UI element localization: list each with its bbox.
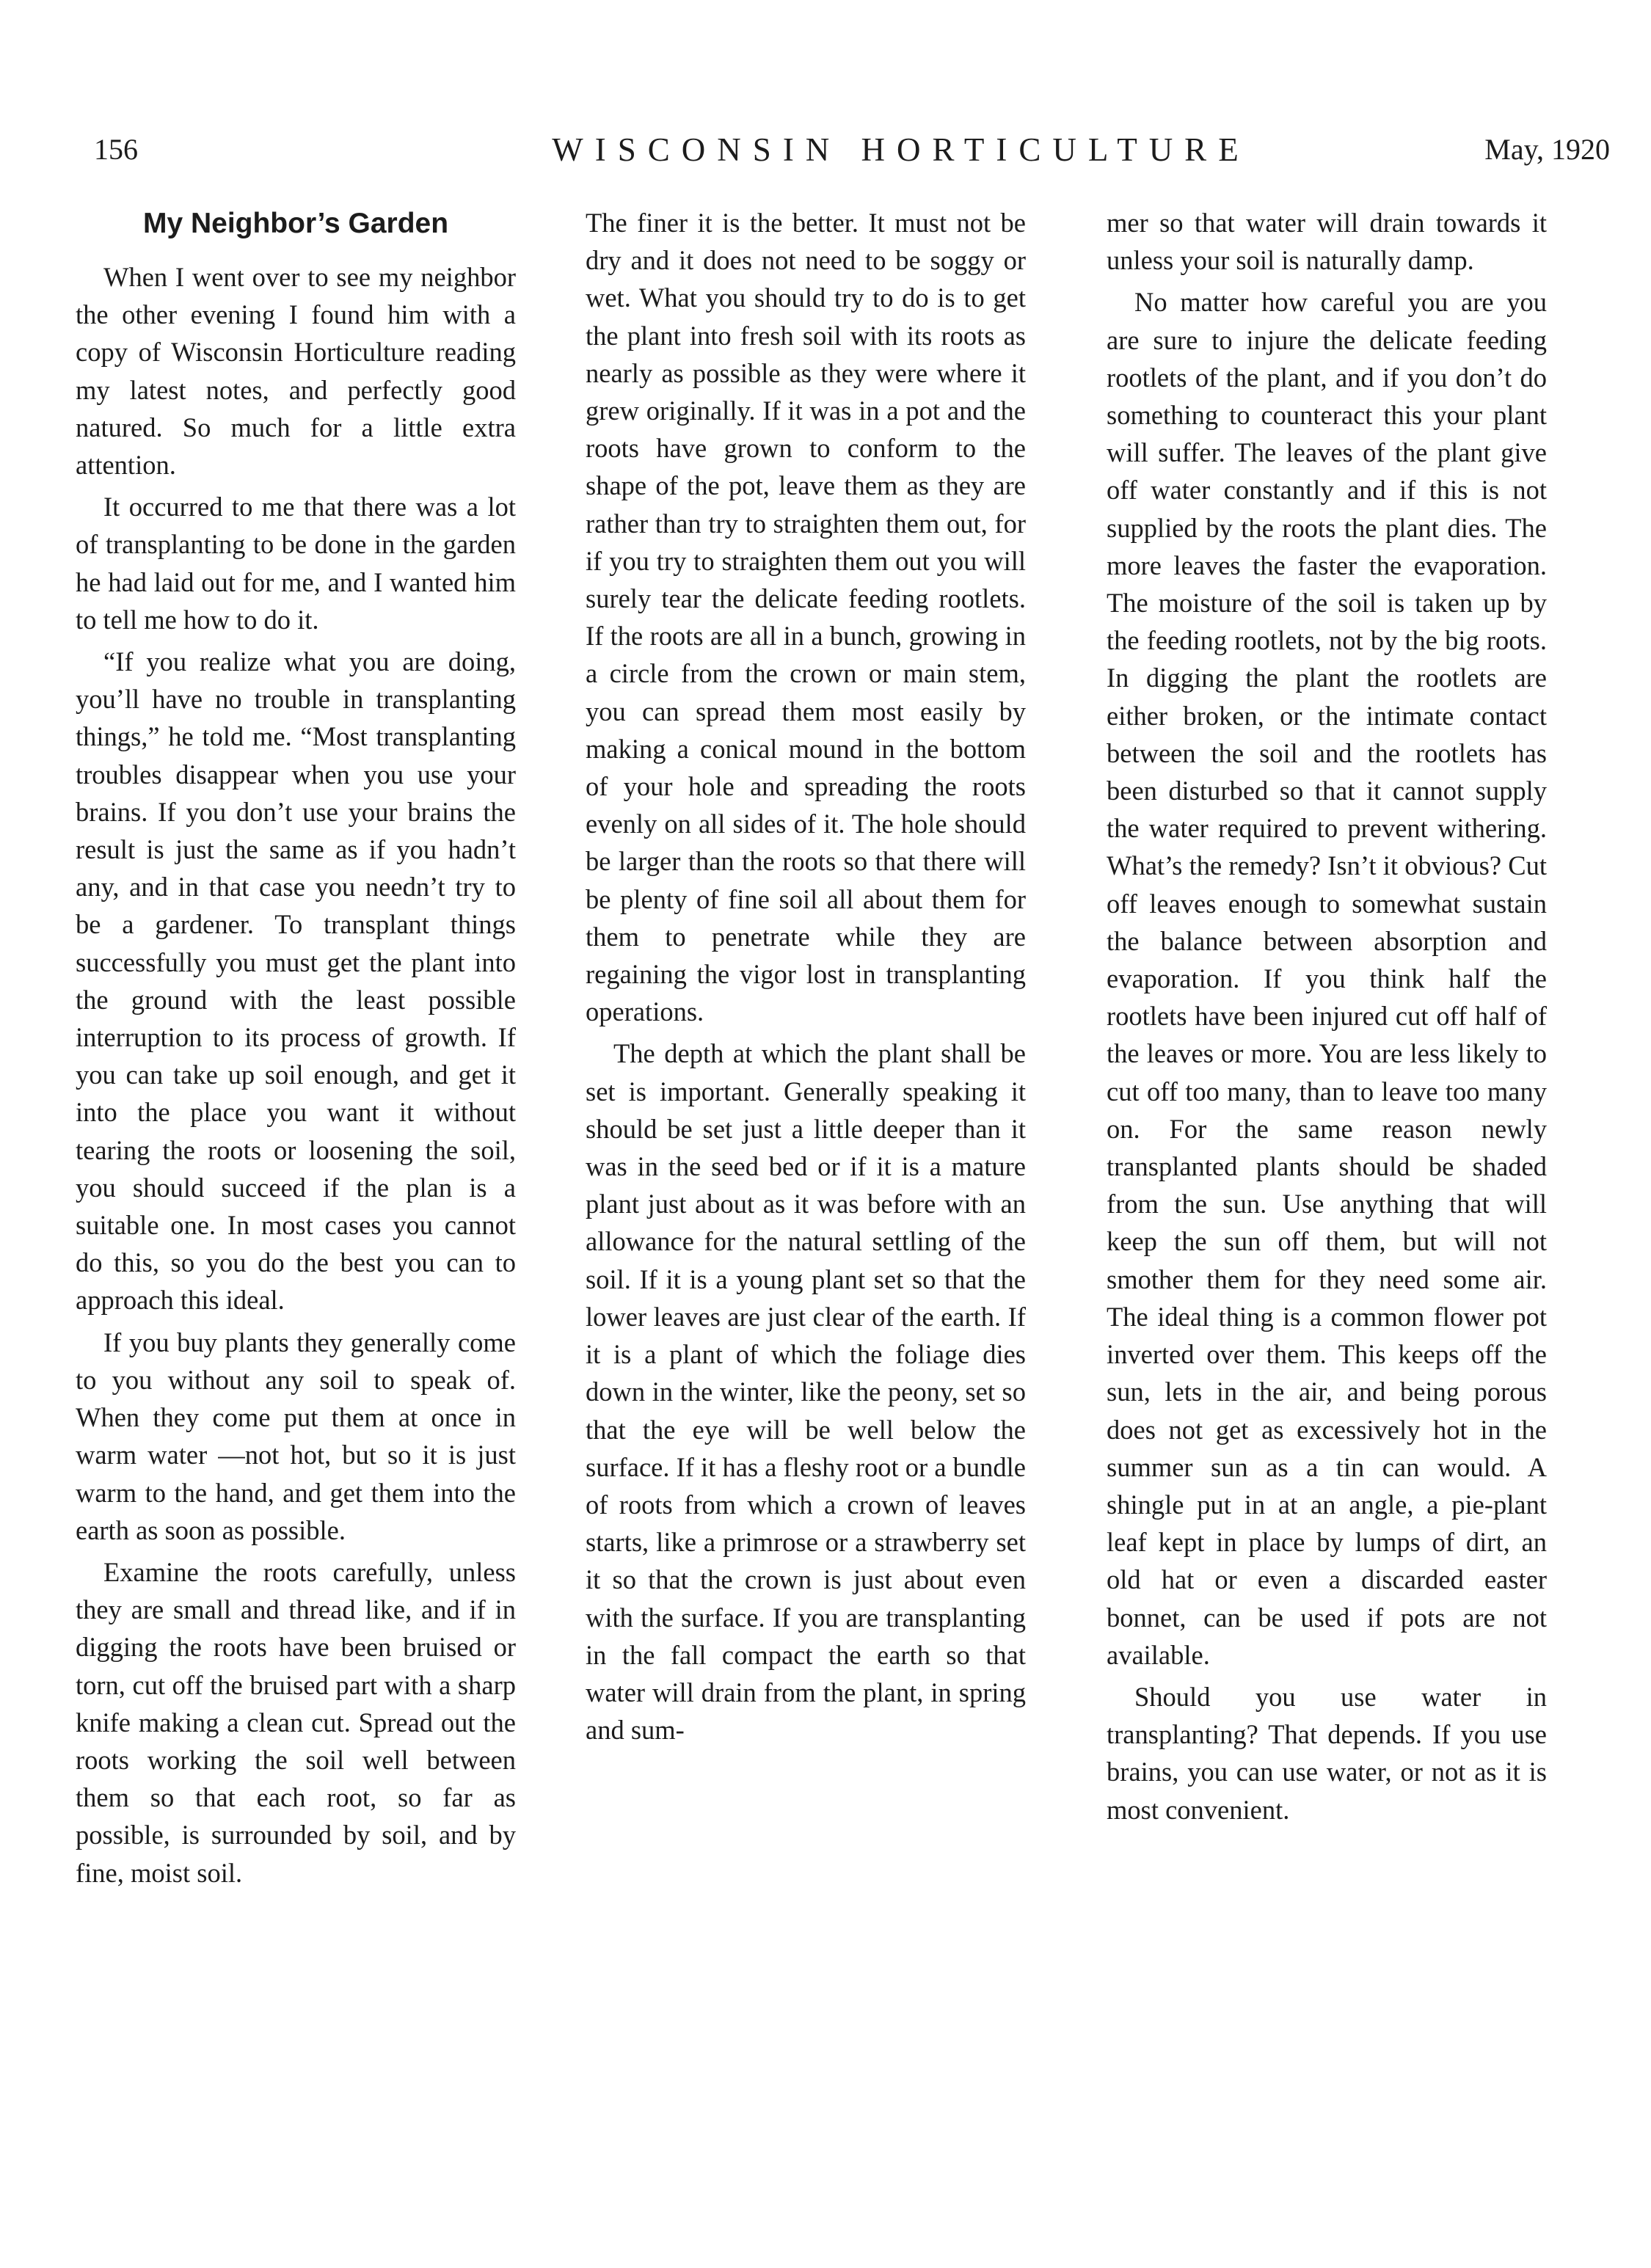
column-3 <box>1107 204 1547 1833</box>
paragraph: “If you realize what you are doing, you’ll have no trouble in transplanting things,” he told me. “Most transplanting troubles disappear when you use your brains. If you don’t use your brains the result is just the same as if you hadn’t any, and in that case you needn’t try to be a gardener. To transplant things successfully you must get the plant into the ground with the least possible interruption to its process of growth. If you can take up soil enough, and get it into the place you want it without tearing the roots or loosening the soil, you should succeed if the plan is a suitable one. In most cases you cannot do this, so you do the best you can to approach this ideal. <box>76 646 516 1316</box>
paragraph: Should you use water in transplanting? That depends. If you use brains, you can use water, or not as it is most convenient. <box>1107 1681 1547 1825</box>
paragraph: The depth at which the plant shall be set is important. Generally speaking it should be set just a little deeper than it was in the seed bed or if it is a mature plant just about as it was before with an allowance for the natural settling of the soil. If it is a young plant set so that the lower leaves are just clear of the earth. If it is a plant of which the foliage dies down in the winter, like the peony, set so that the eye will be well below the surface. If it has a fleshy root or a bundle of roots from which a crown of leaves starts, like a primrose or a strawberry set it so that the crown is just about even with the surface. If you are transplanting in the fall compact the earth so that water will drain from the plant, in spring and sum- <box>586 1038 1027 1746</box>
page-header <box>94 128 1610 172</box>
column-1 <box>76 204 516 1896</box>
paragraph: No matter how careful you are you are sure to injure the delicate feeding rootlets of the plant, and if you don’t do something to counteract this your plant will suffer. The leaves of the plant give off water constantly and if this is not supplied by the roots the plant dies. The more leaves the faster the evaporation. The moisture of the soil is taken up by the feeding rootlets, not by the big roots. In digging the plant the rootlets are either broken, or the intimate contact between the soil and the rootlets has been disturbed so that it cannot supply the water required to prevent withering. What’s the remedy? Isn’t it obvious? Cut off leaves enough to somewhat sustain the balance between absorption and evaporation. If you think half the rootlets have been injured cut off half of the leaves or more. You are less likely to cut off too many, than to leave too many on. For the same reason newly transplanted plants should be shaded from the sun. Use anything that will keep the sun off them, but will not smother them for they need some air. The ideal thing is a common flower pot inverted over them. This keeps off the sun, lets in the air, and being porous does not get as excessively hot in the summer sun as a tin can would. A shingle put in at an angle, a pie-plant leaf kept in place by lumps of dirt, an old hat or even a discarded easter bonnet, can be used if pots are not available. <box>1107 287 1547 1670</box>
issue-date: May, 1920 <box>1484 133 1610 166</box>
column-2 <box>586 204 1026 1753</box>
page-number: 156 <box>94 133 138 166</box>
paragraph: If you buy plants they generally come to you without any soil to speak of. When they come put them at once in warm water —not hot, but so it is just warm to the hand, and get them into the earth as soon as possible. <box>76 1327 516 1545</box>
paragraph: When I went over to see my neighbor the other evening I found him with a copy of Wisconsin Horticulture reading my latest notes, and perfectly good natured. So much for a little extra attention. <box>76 262 516 481</box>
paragraph: It occurred to me that there was a lot of transplanting to be done in the garden he had laid out for me, and I wanted him to tell me how to do it. <box>76 492 516 635</box>
paragraph: Examine the roots carefully, unless they are small and thread like, and if in digging the roots have been bruised or torn, cut off the bruised part with a sharp knife making a clean cut. Spread out the roots working the soil well between them so that each root, so far as possible, is surrounded by soil, and by fine, moist soil. <box>76 1556 516 1888</box>
paragraph: mer so that water will drain towards it unless your soil is naturally damp. <box>1107 208 1547 276</box>
article-title: My Neighbor’s Garden <box>142 208 449 239</box>
paragraph: The finer it is the better. It must not be dry and it does not need to be soggy or wet. What you should try to do is to get the plant into fresh soil with its roots as nearly as possible as they were where it grew originally. If it was in a pot and the roots have grown to conform to the shape of the pot, leave them as they are rather than try to straighten them out, for if you try to straighten them out you will surely tear the delicate feeding rootlets. If the roots are all in a bunch, growing in a circle from the crown or main stem, you can spread them most easily by making a conical mound in the bottom of your hole and spreading the roots evenly on all sides of it. The hole should be larger than the roots so that there will be plenty of fine soil all about them for them to penetrate while they are regaining the vigor lost in transplanting operations. <box>586 208 1026 1027</box>
journal-title: WISCONSIN HORTICULTURE <box>552 131 1250 168</box>
